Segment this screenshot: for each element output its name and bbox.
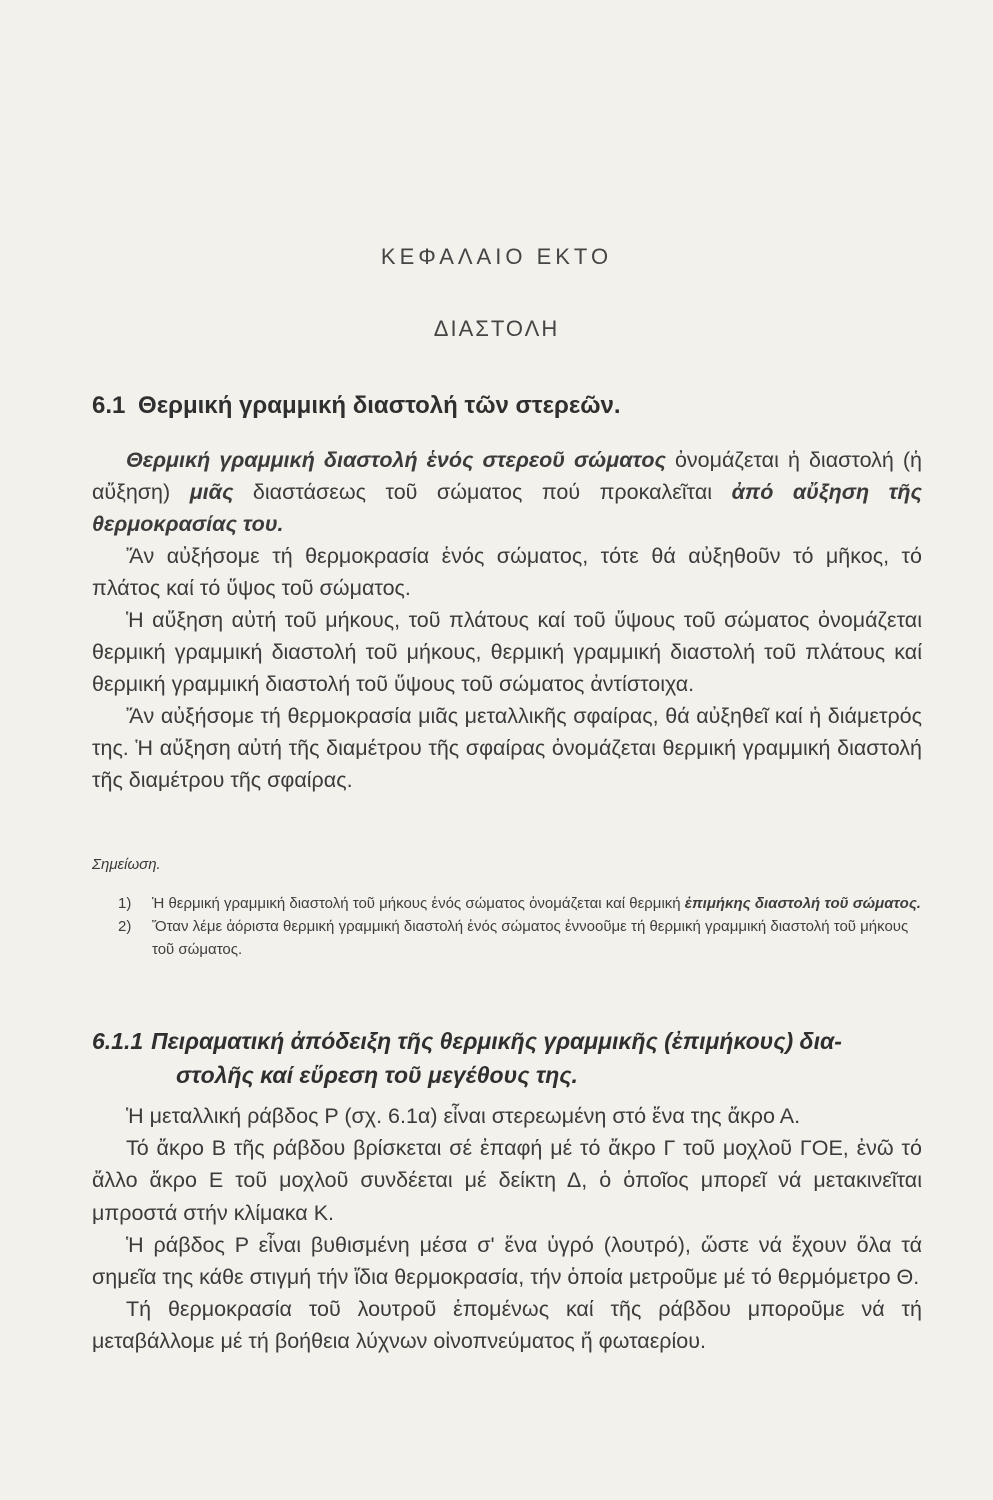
subsection-title-line-2: στολῆς καί εὕρεση τοῦ μεγέθους της. xyxy=(176,1062,578,1088)
note-index: 2) xyxy=(118,918,132,935)
notes-list xyxy=(118,892,922,961)
note-heading: Σημείωση. xyxy=(92,856,161,873)
note-emphasis: ἐπιμήκης διαστολή τοῦ σώματος. xyxy=(684,895,921,912)
note-item xyxy=(118,892,922,915)
section-title xyxy=(92,392,621,420)
note-item xyxy=(118,915,922,961)
paragraph: Ἄν αὐξήσομε τή θερμοκρασία ἑνός σώματος, τότε θά αὐξηθοῦν τό μῆκος, τό πλάτος καί τό ὕψος τοῦ σώματος. xyxy=(92,544,922,600)
paragraph: Ἡ ράβδος Ρ εἶναι βυθισμένη μέσα σ' ἕνα ὑγρό (λουτρό), ὥστε νά ἔχουν ὅλα τά σημεῖα της κάθε στιγμή τήν ἴδια θερμοκρασία, τήν ὁποία μετροῦμε μέ τό θερμόμετρο Θ. xyxy=(92,1232,922,1290)
definition-text-2: διαστάσεως τοῦ σώματος πού προκαλεῖται xyxy=(233,480,732,504)
definition-term: Θερμική γραμμική διαστολή ἑνός στερεοῦ σώματος xyxy=(126,448,666,472)
chapter-subtitle: ΔΙΑΣΤΟΛΗ xyxy=(433,316,560,341)
paragraph: Τό ἄκρο Β τῆς ράβδου βρίσκεται σέ ἐπαφή μέ τό ἄκρο Γ τοῦ μοχλοῦ ΓΟΕ, ἐνῶ τό ἄλλο ἄκρο Ε τοῦ μοχλοῦ συνδέεται μέ δείκτη Δ, ὁ ὁποῖος μπορεῖ νά μετακινεῖται μπροστά στήν κλίμακα Κ. xyxy=(92,1136,922,1225)
section-body xyxy=(92,444,922,796)
definition-text-1: ὀνομάζεται ἡ διαστολή (ἡ αὔξηση) xyxy=(92,448,922,504)
note-index: 1) xyxy=(118,895,132,912)
note-text: Ἡ θερμική γραμμική διαστολή τοῦ μήκους ἑνός σώματος ὀνομάζεται καί θερμική xyxy=(152,895,685,912)
subsection-title xyxy=(92,1024,922,1092)
paragraph: Ἡ μεταλλική ράβδος Ρ (σχ. 6.1α) εἶναι στερεωμένη στό ἕνα της ἄκρο Α. xyxy=(126,1104,801,1128)
section-title-text: Θερμική γραμμική διαστολή τῶν στερεῶν. xyxy=(138,392,621,419)
subsection-title-line-1: Πειραματική ἀπόδειξη τῆς θερμικῆς γραμμικῆς (ἐπιμήκους) δια- xyxy=(151,1028,842,1054)
section-number: 6.1 xyxy=(92,392,126,419)
chapter-heading: ΚΕΦΑΛΑΙΟ ΕΚΤΟ xyxy=(380,244,613,269)
note-text: Ὅταν λέμε ἀόριστα θερμική γραμμική διαστολή ἑνός σώματος ἐννοοῦμε τή θερμική γραμμική διαστολή τοῦ μήκους τοῦ σώματος. xyxy=(152,918,909,958)
definition-emphasis-1: μιᾶς xyxy=(189,480,234,504)
definition-paragraph xyxy=(92,444,922,540)
subsection-number: 6.1.1 xyxy=(92,1028,144,1054)
paragraph: Τή θερμοκρασία τοῦ λουτροῦ ἑπομένως καί τῆς ράβδου μποροῦμε νά τή μεταβάλλομε μέ τή βοήθεια λύχνων οἰνοπνεύματος ἤ φωταερίου. xyxy=(92,1297,922,1354)
definition-emphasis-2: ἀπό αὔξηση τῆς θερμοκρασίας του. xyxy=(92,480,922,536)
subsection-body xyxy=(92,1100,922,1358)
paragraph: Ἄν αὐξήσομε τή θερμοκρασία μιᾶς μεταλλικῆς σφαίρας, θά αὐξηθεῖ καί ἡ διάμετρός της. Ἡ αὔξηση αὐτή τῆς διαμέτρου τῆς σφαίρας ὀνομάζεται θερμική γραμμική διαστολή τῆς διαμέτρου τῆς σφαίρας. xyxy=(92,704,922,792)
paragraph: Ἡ αὔξηση αὐτή τοῦ μήκους, τοῦ πλάτους καί τοῦ ὕψους τοῦ σώματος ὀνομάζεται θερμική γραμμική διαστολή τοῦ μήκους, θερμική γραμμική διαστολή τοῦ πλάτους καί θερμική γραμμική διαστολή τοῦ ὕψους τοῦ σώματος ἀντίστοιχα. xyxy=(92,608,922,696)
